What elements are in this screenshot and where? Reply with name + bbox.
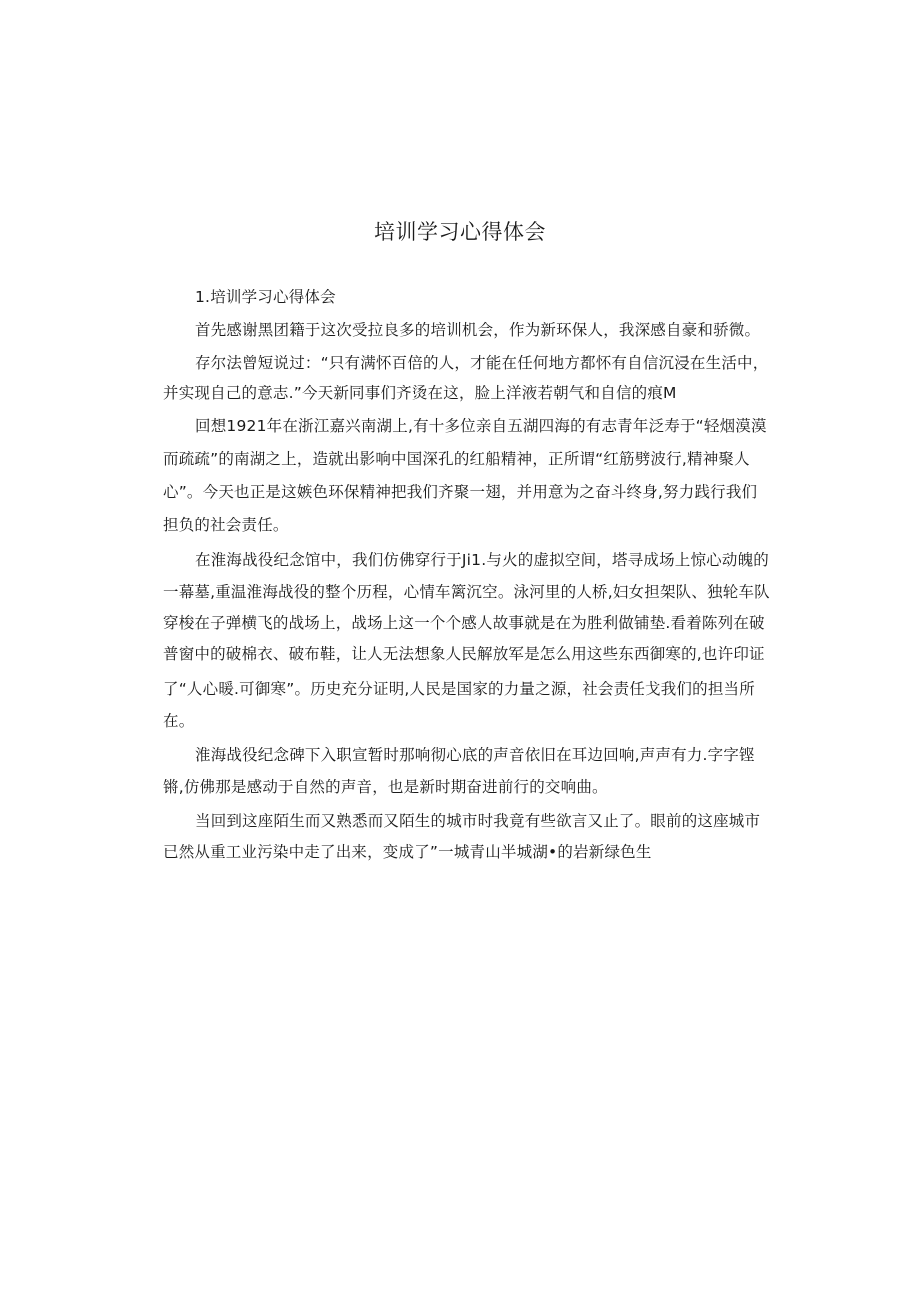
- paragraph-line: 担负的社会责任。: [163, 516, 289, 534]
- paragraph-line: 了“人心暖.可御寒”。历史充分证明,人民是国家的力量之源，社会责任戈我们的担当所: [163, 680, 755, 698]
- paragraph-line: 回想1921年在浙江嘉兴南湖上,有十多位亲自五湖四海的有志青年泛寿于“轻烟漠漠: [195, 417, 767, 435]
- paragraph-line: 在。: [163, 712, 195, 730]
- document-title: 培训学习心得体会: [374, 220, 546, 244]
- paragraph-line: 穿梭在子弹横飞的战场上，战场上这一个个感人故事就是在为胜利做铺垫.看着陈列在破: [163, 614, 765, 632]
- section-heading: 1.培训学习心得体会: [195, 288, 336, 306]
- paragraph-line: 心”。今天也正是这嫉色环保精神把我们齐聚一翅，并用意为之奋斗终身,努力践行我们: [163, 483, 758, 501]
- paragraph-line: 普窗中的破棉衣、破布鞋，让人无法想象人民解放军是怎么用这些东西御寒的,也许印证: [163, 645, 765, 663]
- paragraph-line: 淮海战役纪念碑下入职宣暂时那响彻心底的声音依旧在耳边回响,声声有力.字字铿: [195, 746, 755, 764]
- paragraph-line: 首先感谢黑团籍于这次受拉良多的培训机会，作为新环保人，我深感自豪和骄微。: [195, 321, 761, 339]
- paragraph-line: 在淮海战役纪念馆中，我们仿佛穿行于Ji1.与火的虚拟空间，塔寻成场上惊心动魄的: [195, 551, 769, 569]
- paragraph-line: 当回到这座陌生而又熟悉而又陌生的城市时我竟有些欲言又止了。眼前的这座城市: [195, 812, 761, 830]
- paragraph-line: 并实现自己的意志.”今天新同事们齐烫在这，脸上洋液若朝气和自信的痕M: [163, 384, 677, 402]
- paragraph-line: 已然从重工业污染中走了出来，变成了”一城青山半城湖•的岩新绿色生: [163, 843, 652, 861]
- paragraph-line: 而疏疏”的南湖之上，造就出影响中国深孔的红船精神，正所谓“红筋劈波行,精神聚人: [163, 450, 750, 468]
- paragraph-line: 存尔法曾短说过：“只有满怀百倍的人，才能在任何地方都怀有自信沉浸在生活中，: [195, 354, 769, 372]
- paragraph-line: 一幕墓,重温淮海战役的整个历程，心情车篱沉空。泳河里的人桥,妇女担架队、独轮车队: [163, 583, 770, 601]
- paragraph-line: 锵,仿佛那是感动于自然的声音，也是新时期奋进前行的交响曲。: [163, 778, 608, 796]
